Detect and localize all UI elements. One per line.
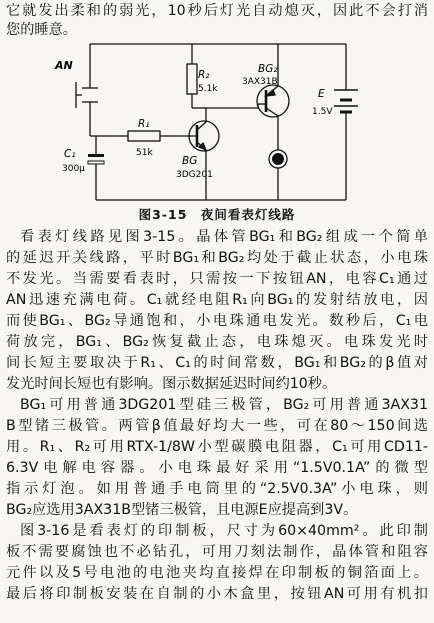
label-an: AN xyxy=(55,59,73,72)
body-line-7: 间长短主要取决于R₁、C₁的时间常数，BG₁和BG₂的β值对 xyxy=(6,355,428,371)
body-line-11: 用。R₁、R₂可用RTX-1/8W小型碳膜电阻器，C₁可用CD11- xyxy=(6,439,428,455)
body-line-10: B型锗三极管。两管β值最好均大一些，可在80～150间选 xyxy=(6,418,428,434)
transistor-bg2-symbol xyxy=(257,85,289,117)
label-bg2-model: 3AX31B xyxy=(242,77,278,87)
body-line-1: 看表灯线路见图3-15。晶体管BG₁和BG₂组成一个简单 xyxy=(20,229,428,245)
resistor-r2-symbol xyxy=(187,64,197,94)
resistor-r1-symbol xyxy=(128,131,160,141)
intro-line-2: 您的睡意。 xyxy=(6,22,77,38)
body-line-18: 最后将印制板安装在自制的小木盒里，按钮AN可用有机扣 xyxy=(6,586,428,602)
label-r1-value: 51k xyxy=(136,148,153,158)
bulb-symbol xyxy=(269,150,287,168)
label-bg1-name: BG xyxy=(182,155,198,167)
body-line-9: BG₁可用普通3DG201型硅三极管，BG₂可用普通3AX31 xyxy=(20,397,428,413)
body-line-15: 图3-16是看表灯的印制板，尺寸为60×40mm²。此印制 xyxy=(20,523,428,539)
body-line-13: 指示灯泡。如用普通手电筒里的“2.5V0.3A”小电珠，则 xyxy=(6,481,428,497)
intro-line-1: 它就发出柔和的弱光，10秒后灯光自动熄灭，因此不会打消 xyxy=(6,3,428,19)
body-line-3: 不发光。当需要看表时，只需按一下按钮AN，电容C₁通过 xyxy=(6,271,428,287)
label-r2-name: R₂ xyxy=(198,69,210,81)
capacitor-c1-symbol xyxy=(88,154,104,164)
label-e-name: E xyxy=(318,88,325,100)
body-line-8: 发光时间长短也有影响。图示数据延迟时间约10秒。 xyxy=(6,376,337,392)
body-line-5: 而使BG₁、BG₂导通饱和，小电珠通电发光。数秒后，C₁电 xyxy=(6,313,428,329)
battery-e-symbol xyxy=(334,90,358,112)
circuit-diagram xyxy=(0,38,434,206)
figure-caption: 图3-15 夜间看表灯线路 xyxy=(138,207,296,222)
label-c1-value: 300μ xyxy=(62,164,85,174)
push-button-an-symbol xyxy=(76,82,98,108)
label-bg1-model: 3DG201 xyxy=(176,170,213,180)
body-line-17: 元件以及5号电池的电池夹均直接焊在印制板的铜箔面上。 xyxy=(6,565,428,581)
body-line-4: AN迅速充满电荷。C₁就经电阻R₁向BG₁的发射结放电，因 xyxy=(6,292,428,308)
label-r2-value: 5.1k xyxy=(198,84,218,94)
label-bg2-name: BG₂ xyxy=(258,63,278,75)
body-line-6: 荷放完，BG₁、BG₂恢复截止态，电珠熄灭。电珠发光时 xyxy=(6,334,428,350)
body-line-14: BG₂应选用3AX31B型锗三极管，且电源E应提高到3V。 xyxy=(6,502,358,518)
label-r1-name: R₁ xyxy=(138,118,150,130)
body-line-2: 的延迟开关线路，平时BG₁和BG₂均处于截止状态，小电珠 xyxy=(6,250,428,266)
label-e-value: 1.5V xyxy=(312,107,333,117)
transistor-bg1-symbol xyxy=(189,121,219,151)
body-line-16: 板不需要腐蚀也不必钻孔，可用刀刻法制作，晶体管和阻容 xyxy=(6,544,428,560)
body-line-12: 6.3V电解电容器。小电珠最好采用“1.5V0.1A”的微型 xyxy=(6,460,428,476)
label-c1-name: C₁ xyxy=(64,148,76,160)
